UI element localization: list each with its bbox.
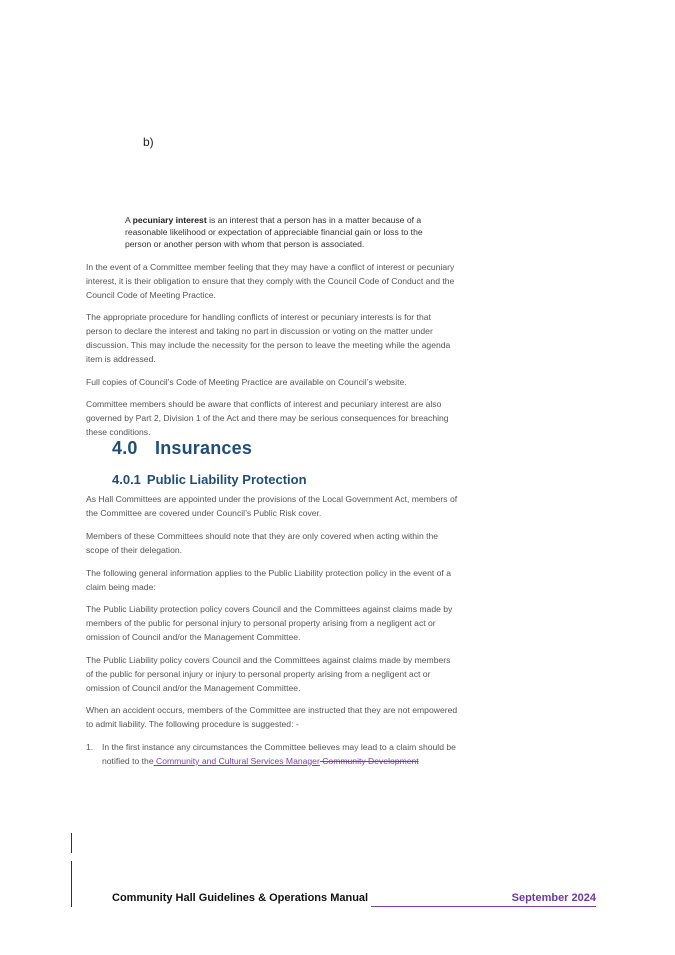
- footer-date: September 2024: [511, 892, 596, 904]
- inserted-revision-text: Community and Cultural Services Manager: [153, 756, 320, 766]
- revision-bar: [71, 833, 72, 853]
- paragraph-code-copies: Full copies of Council’s Code of Meeting Practice are available on Council’s website.: [86, 377, 407, 387]
- deleted-revision-text: Community Development: [319, 756, 419, 766]
- paragraph-general-information: The following general information applies to the Public Liability protection policy in the event of a claim being made:: [86, 568, 451, 592]
- pecuniary-interest-term: pecuniary interest: [132, 215, 207, 225]
- page-footer: [112, 892, 596, 908]
- paragraph-protection-policy: The Public Liability protection policy covers Council and the Committees against claims made by members of the public for personal injury to personal property arising from a negligent act or omission of Council and/or the Management Committee.: [86, 604, 453, 642]
- list-item-number: 1.: [86, 742, 94, 752]
- paragraph-procedure: The appropriate procedure for handling conflicts of interest or pecuniary interests is for that person to declare the interest and taking no part in discussion or voting on the matter under discussion. This may include the necessity for the person to leave the meeting while the agenda item is addressed.: [86, 312, 451, 364]
- paragraph-hall-committees: As Hall Committees are appointed under the provisions of the Local Government Act, members of the Committee are covered under Council’s Public Risk cover.: [86, 494, 458, 518]
- paragraph-accident-procedure: When an accident occurs, members of the Committee are instructed that they are not empowered to admit liability. The following procedure is suggested: -: [86, 705, 458, 729]
- heading-public-liability: 4.0.1 Public Liability Protection: [112, 472, 307, 487]
- footer-title: Community Hall Guidelines & Operations Manual: [112, 892, 369, 904]
- footer-rule: [371, 906, 596, 907]
- list-label-b: b): [143, 135, 154, 149]
- paragraph-delegation-scope: Members of these Committees should note that they are only covered when acting within the scope of their delegation.: [86, 531, 439, 555]
- paragraph-conflict-of-interest: In the event of a Committee member feeling that they may have a conflict of interest or pecuniary interest, it is their obligation to ensure that they comply with the Council Code of Conduct and the Council Code of Meeting Practice.: [86, 262, 455, 300]
- heading-insurances: 4.0 Insurances: [112, 438, 253, 458]
- pecuniary-interest-definition: A pecuniary interest is an interest that a person has in a matter because of a reasonable likelihood or expectation of appreciable financial gain or loss to the person or another person with whom that person is associated.: [125, 215, 423, 249]
- paragraph-act-governance: Committee members should be aware that conflicts of interest and pecuniary interest are also governed by Part 2, Division 1 of the Act and there may be serious consequences for breaching these conditions.: [86, 399, 449, 437]
- paragraph-liability-policy: The Public Liability policy covers Council and the Committees against claims made by members of the public for personal injury or injury to personal property arising from a negligent act or omission of Council and/or the Management Committee.: [86, 655, 451, 693]
- revision-bar: [71, 861, 72, 907]
- list-item: 1. In the first instance any circumstances the Committee believes may lead to a claim should be notified to the Community and Cultural Services Manager Community Development: [86, 742, 456, 766]
